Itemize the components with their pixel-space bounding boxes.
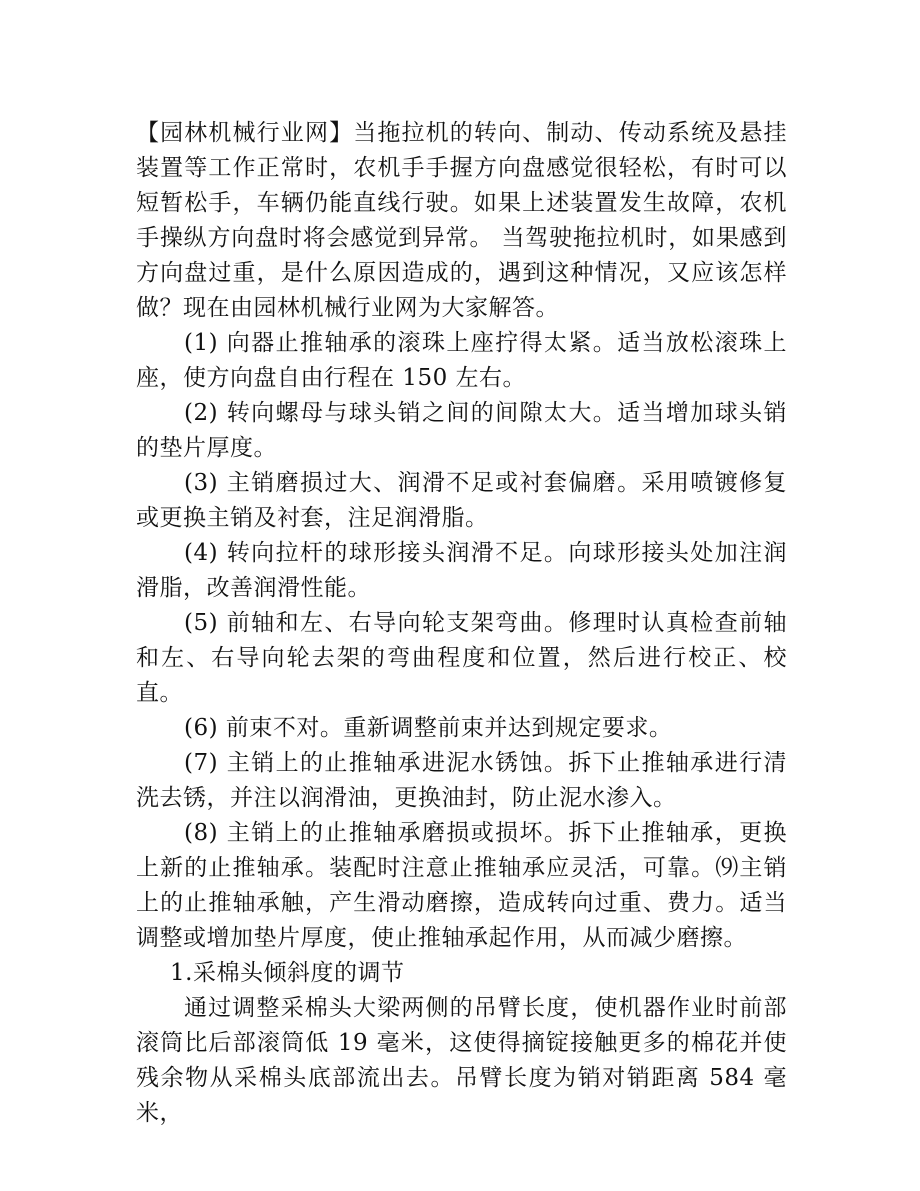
intro-paragraph: 【园林机械行业网】当拖拉机的转向、制动、传动系统及悬挂装置等工作正常时，农机手手握方向盘感觉很轻松，有时可以短暂松手，车辆仍能直线行驶。如果上述装置发生故障，农机手操纵方向盘时将会感觉到异常。 当驾驶拖拉机时，如果感到方向盘过重，是什么原因造成的，遇到这种情况，又应该怎样做？现在由园林机械行业网为大家解答。 bbox=[136, 120, 787, 321]
cause-item-3: (3) 主销磨损过大、润滑不足或衬套偏磨。采用喷镀修复或更换主销及衬套，注足润滑脂。 bbox=[136, 470, 787, 531]
body-paragraph: 通过调整采棉头大梁两侧的吊臂长度，使机器作业时前部滚筒比后部滚筒低 19 毫米，这使得摘锭接触更多的棉花并使残余物从采棉头底部流出去。吊臂长度为销对销距离 584 毫米， bbox=[136, 995, 787, 1126]
cause-item-8: (8) 主销上的止推轴承磨损或损坏。拆下止推轴承，更换上新的止推轴承。装配时注意止推轴承应灵活，可靠。⑼主销上的止推轴承触，产生滑动磨擦，造成转向过重、费力。适当调整或增加垫片厚度，使止推轴承起作用，从而减少磨擦。 bbox=[136, 820, 787, 951]
cause-item-1: (1) 向器止推轴承的滚珠上座拧得太紧。适当放松滚珠上座，使方向盘自由行程在 150 左右。 bbox=[136, 330, 787, 391]
cause-item-4: (4) 转向拉杆的球形接头润滑不足。向球形接头处加注润滑脂，改善润滑性能。 bbox=[136, 540, 787, 601]
cause-item-5: (5) 前轴和左、右导向轮支架弯曲。修理时认真检查前轴和左、右导向轮去架的弯曲程度和位置，然后进行校正、校直。 bbox=[136, 610, 787, 706]
cause-item-6: (6) 前束不对。重新调整前束并达到规定要求。 bbox=[184, 715, 673, 741]
document-page bbox=[136, 116, 787, 1131]
cause-item-2: (2) 转向螺母与球头销之间的间隙太大。适当增加球头销的垫片厚度。 bbox=[136, 400, 787, 461]
cause-item-7: (7) 主销上的止推轴承进泥水锈蚀。拆下止推轴承进行清洗去锈，并注以润滑油，更换油封，防止泥水渗入。 bbox=[136, 750, 787, 811]
section-heading: 1.采棉头倾斜度的调节 bbox=[170, 960, 405, 986]
